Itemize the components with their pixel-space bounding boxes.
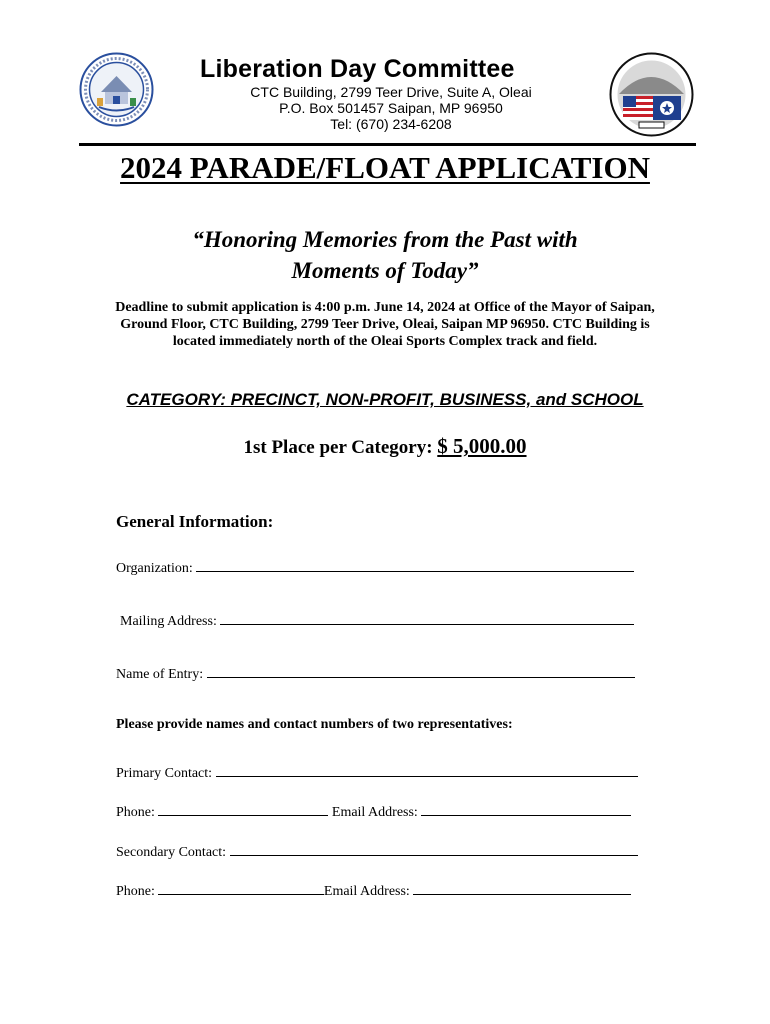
address-line-1: CTC Building, 2799 Teer Drive, Suite A, Oleai	[250, 84, 532, 100]
page-title-text: 2024 PARADE/FLOAT APPLICATION	[120, 150, 650, 185]
primary-contact-label: Primary Contact:	[116, 766, 213, 781]
secondary-contact-row	[116, 843, 638, 861]
committee-name: Liberation Day Committee	[200, 55, 515, 83]
header-divider	[79, 143, 696, 146]
entry-name-label: Name of Entry:	[116, 667, 204, 682]
page-title	[0, 150, 770, 186]
mailing-address-field[interactable]	[220, 612, 634, 625]
theme-quote	[0, 224, 770, 286]
entry-name-field[interactable]	[207, 665, 635, 678]
primary-email-field[interactable]	[421, 803, 631, 816]
mailing-address-row	[120, 612, 634, 630]
category-heading: CATEGORY: PRECINCT, NON-PROFIT, BUSINESS, and SCHOOL	[126, 390, 644, 409]
representatives-instruction: Please provide names and contact numbers of two representatives:	[116, 717, 513, 732]
secondary-phone-label: Phone:	[116, 884, 155, 899]
deadline-notice: Deadline to submit application is 4:00 p.m. June 14, 2024 at Office of the Mayor of Saipan, Ground Floor, CTC Building, 2799 Teer Drive, Oleai, Saipan MP 96950. CTC Building is located immediately north of the Oleai Sports Complex track and field.	[115, 300, 655, 349]
organization-row	[116, 559, 634, 577]
liberation-day-emblem-logo	[609, 52, 694, 137]
phone-number: Tel: (670) 234-6208	[330, 116, 452, 132]
entry-name-row	[116, 665, 635, 683]
theme-line-2: Moments of Today”	[291, 258, 479, 283]
organization-label: Organization:	[116, 561, 193, 576]
secondary-phone-field[interactable]	[158, 882, 324, 895]
primary-phone-row	[116, 803, 631, 821]
secondary-contact-label: Secondary Contact:	[116, 845, 227, 860]
organization-field[interactable]	[196, 559, 634, 572]
secondary-email-label: Email Address:	[323, 884, 410, 899]
primary-contact-field[interactable]	[216, 764, 638, 777]
prize-amount: $ 5,000.00	[437, 434, 527, 458]
prize-line	[0, 434, 770, 459]
address-line-2: P.O. Box 501457 Saipan, MP 96950	[279, 100, 503, 116]
primary-contact-row	[116, 764, 638, 782]
theme-line-1: “Honoring Memories from the Past with	[192, 227, 578, 252]
committee-seal-logo	[79, 52, 154, 127]
secondary-phone-row	[116, 882, 631, 900]
primary-email-label: Email Address:	[331, 805, 418, 820]
primary-phone-field[interactable]	[158, 803, 328, 816]
secondary-email-field[interactable]	[413, 882, 631, 895]
secondary-contact-field[interactable]	[230, 843, 638, 856]
mailing-address-label: Mailing Address:	[120, 614, 217, 629]
prize-label: 1st Place per Category:	[243, 437, 433, 458]
primary-phone-label: Phone:	[116, 805, 155, 820]
general-info-heading: General Information:	[116, 512, 274, 531]
